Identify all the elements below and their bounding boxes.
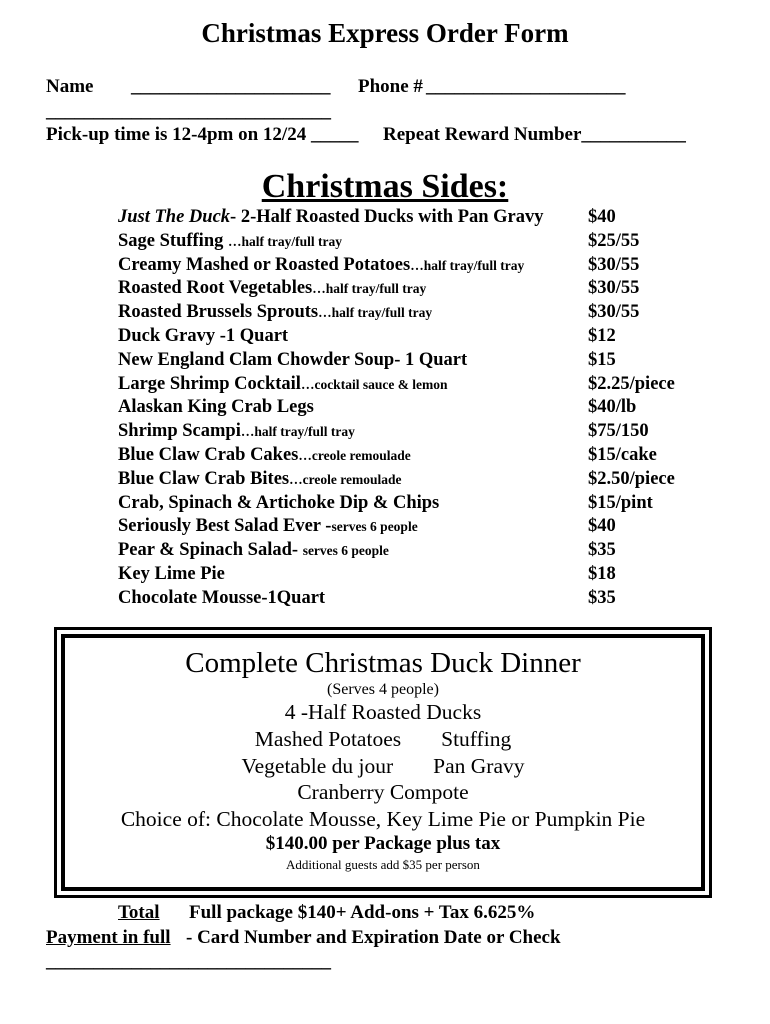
- menu-item: Seriously Best Salad Ever -serves 6 people $40: [118, 516, 616, 537]
- item-price: $35: [588, 587, 616, 608]
- item-price: $75/150: [588, 421, 649, 442]
- dinner-title: Complete Christmas Duck Dinner: [185, 647, 581, 679]
- pickup-time-text: Pick-up time is 12-4pm on 12/24 _____: [46, 124, 359, 145]
- dinner-line-dessert-choice: Choice of: Chocolate Mousse, Key Lime Pie or Pumpkin Pie: [120, 807, 646, 831]
- dinner-price: $140.00 per Package plus tax: [265, 833, 501, 854]
- item-price: $40: [588, 516, 616, 537]
- item-price: $2.25/piece: [588, 373, 675, 394]
- item-price: $15: [588, 349, 616, 370]
- item-price: $30/55: [588, 278, 640, 299]
- item-price: $40/lb: [588, 397, 637, 418]
- total-label: Total: [118, 902, 160, 923]
- item-price: $2.50/piece: [588, 468, 675, 489]
- menu-item: Blue Claw Crab Cakes…creole remoulade $15/cake: [118, 444, 657, 465]
- menu-item: Blue Claw Crab Bites…creole remoulade $2.50/piece: [118, 468, 675, 489]
- item-price: $25/55: [588, 230, 640, 251]
- menu-item: New England Clam Chowder Soup- 1 Quart $15: [118, 349, 616, 370]
- name-label: Name: [46, 76, 94, 97]
- item-price: $30/55: [588, 254, 640, 275]
- dinner-serves: (Serves 4 people): [327, 681, 439, 698]
- menu-item: Roasted Brussels Sprouts…half tray/full tray $30/55: [118, 302, 640, 323]
- payment-text: - Card Number and Expiration Date or Check: [186, 927, 561, 948]
- total-text: Full package $140+ Add-ons + Tax 6.625%: [189, 902, 536, 923]
- menu-item: Crab, Spinach & Artichoke Dip & Chips $15/pint: [118, 492, 653, 513]
- form-title: Christmas Express Order Form: [201, 18, 569, 48]
- item-price: $12: [588, 325, 616, 346]
- phone-field[interactable]: _____________________: [426, 76, 626, 97]
- item-price: $18: [588, 563, 616, 584]
- payment-field[interactable]: ______________________________: [46, 951, 331, 972]
- name-field[interactable]: _____________________: [131, 76, 331, 97]
- dinner-additional-guests: Additional guests add $35 per person: [286, 857, 480, 872]
- item-price: $30/55: [588, 302, 640, 323]
- dinner-line-ducks: 4 -Half Roasted Ducks: [284, 700, 482, 724]
- sides-menu: [118, 207, 718, 612]
- item-price: $35: [588, 540, 616, 561]
- menu-item: Just The Duck- 2-Half Roasted Ducks with Pan Gravy $40: [118, 207, 616, 227]
- dinner-line-compote: Cranberry Compote: [297, 780, 469, 804]
- menu-item: Shrimp Scampi…half tray/full tray $75/150: [118, 421, 649, 442]
- menu-item: Duck Gravy -1 Quart $12: [118, 325, 616, 346]
- dinner-line-vegetable-gravy: Vegetable du jour Pan Gravy: [241, 754, 525, 778]
- dinner-line-potatoes-stuffing: Mashed Potatoes Stuffing: [254, 727, 512, 751]
- menu-item: Creamy Mashed or Roasted Potatoes…half tray/full tray $30/55: [118, 254, 640, 275]
- menu-item: Key Lime Pie $18: [118, 563, 616, 584]
- reward-number-field[interactable]: Repeat Reward Number___________: [383, 124, 686, 145]
- item-price: $40: [588, 207, 616, 227]
- menu-item: Roasted Root Vegetables…half tray/full tray $30/55: [118, 278, 640, 299]
- menu-item: Sage Stuffing …half tray/full tray $25/55: [118, 230, 640, 251]
- menu-item: Pear & Spinach Salad- serves 6 people $35: [118, 540, 616, 561]
- menu-item: Alaskan King Crab Legs $40/lb: [118, 397, 637, 418]
- item-price: $15/pint: [588, 492, 653, 513]
- extra-line-field[interactable]: ______________________________: [46, 101, 331, 122]
- sides-title: Christmas Sides:: [261, 168, 509, 205]
- menu-item: Large Shrimp Cocktail…cocktail sauce & lemon $2.25/piece: [118, 373, 675, 394]
- item-price: $15/cake: [588, 444, 657, 465]
- phone-label: Phone #: [358, 76, 423, 97]
- menu-item: Chocolate Mousse-1Quart $35: [118, 587, 616, 608]
- payment-label: Payment in full: [46, 927, 171, 948]
